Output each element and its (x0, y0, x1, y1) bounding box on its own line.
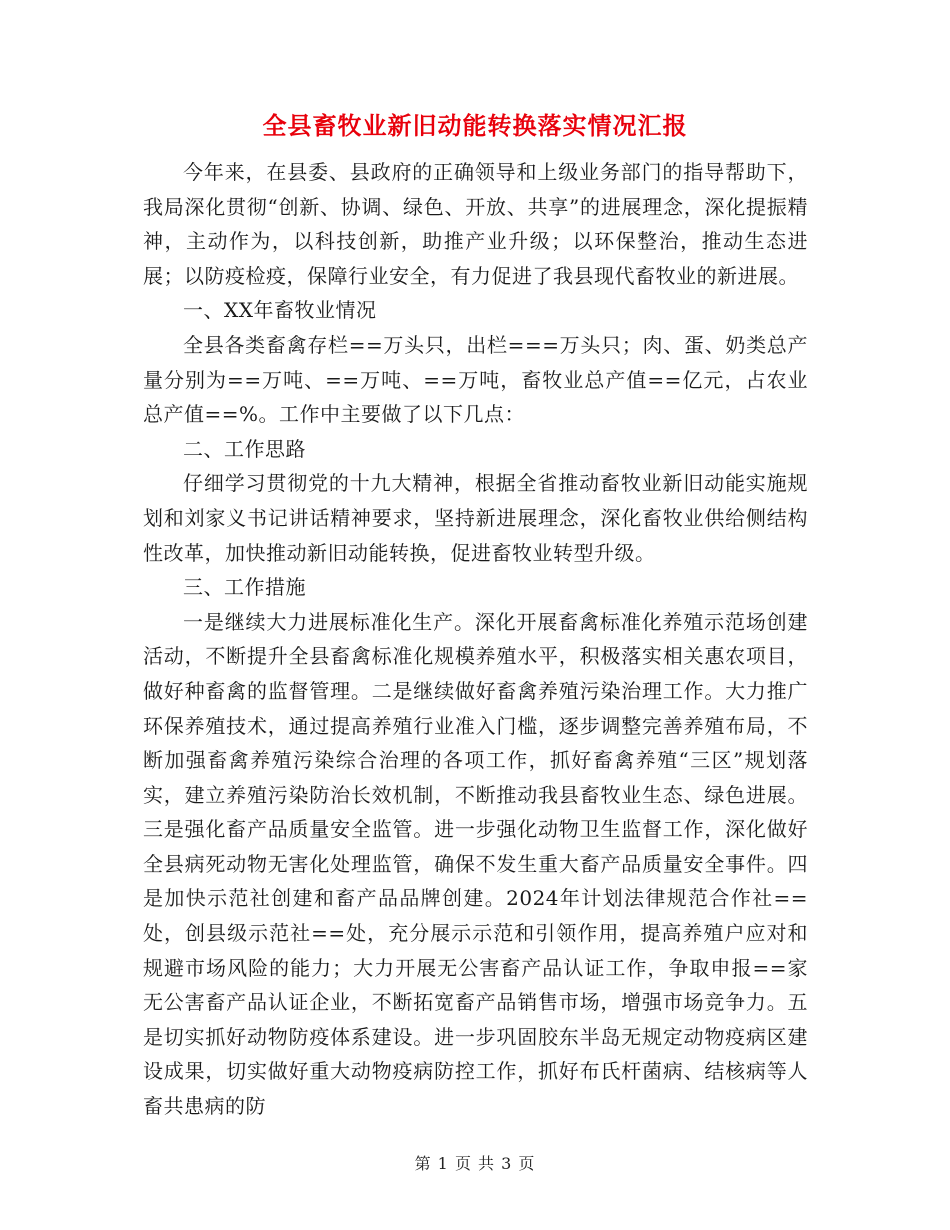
heading-section-1: 一、XX年畜牧业情况 (183, 298, 377, 323)
heading-section-2: 二、工作思路 (183, 436, 306, 461)
heading-section-3: 三、工作措施 (183, 575, 306, 600)
document-title: 全县畜牧业新旧动能转换落实情况汇报 (262, 111, 688, 140)
paragraph-section-3: 一是继续大力进展标准化生产。深化开展畜禽标准化养殖示范场创建活动，不断提升全县畜禽标准化规模养殖水平，积极落实相关惠农项目，做好种畜禽的监督管理。二是继续做好畜禽养殖污染治理工作。大力推广环保养殖技术，通过提高养殖行业准入门槛，逐步调整完善养殖布局，不断加强畜禽养殖污染综合治理的各项工作，抓好畜禽养殖“三区”规划落实，建立养殖污染防治长效机制，不断推动我县畜牧业生态、绿色进展。三是强化畜产品质量安全监管。进一步强化动物卫生监督工作，深化做好全县病死动物无害化处理监管，确保不发生重大畜产品质量安全事件。四是加快示范社创建和畜产品品牌创建。2024年计划法律规范合作社==处，创县级示范社==处，充分展示示范和引领作用，提高养殖户应对和规避市场风险的能力；大力开展无公害畜产品认证工作，争取申报==家无公害畜产品认证企业，不断拓宽畜产品销售市场，增强市场竞争力。五是切实抓好动物防疫体系建设。进一步巩固胶东半岛无规定动物疫病区建设成果，切实做好重大动物疫病防控工作，抓好布氏杆菌病、结核病等人畜共患病的防 (143, 609, 808, 1119)
document-body (143, 155, 808, 1124)
paragraph-intro: 今年来，在县委、县政府的正确领导和上级业务部门的指导帮助下，我局深化贯彻“创新、协调、绿色、开放、共享”的进展理念，深化提振精神，主动作为，以科技创新，助推产业升级；以环保整治，推动生态进展；以防疫检疫，保障行业安全，有力促进了我县现代畜牧业的新进展。 (143, 160, 808, 288)
paragraph-section-1: 全县各类畜禽存栏==万头只，出栏===万头只；肉、蛋、奶类总产量分别为==万吨、==万吨、==万吨，畜牧业总产值==亿元，占农业总产值==%。工作中主要做了以下几点： (143, 332, 808, 427)
page-footer: 第 1 页 共 3 页 (414, 1154, 536, 1173)
paragraph-section-2: 仔细学习贯彻党的十九大精神，根据全省推动畜牧业新旧动能实施规划和刘家义书记讲话精神要求，坚持新进展理念，深化畜牧业供给侧结构性改革，加快推动新旧动能转换，促进畜牧业转型升级。 (143, 471, 808, 565)
